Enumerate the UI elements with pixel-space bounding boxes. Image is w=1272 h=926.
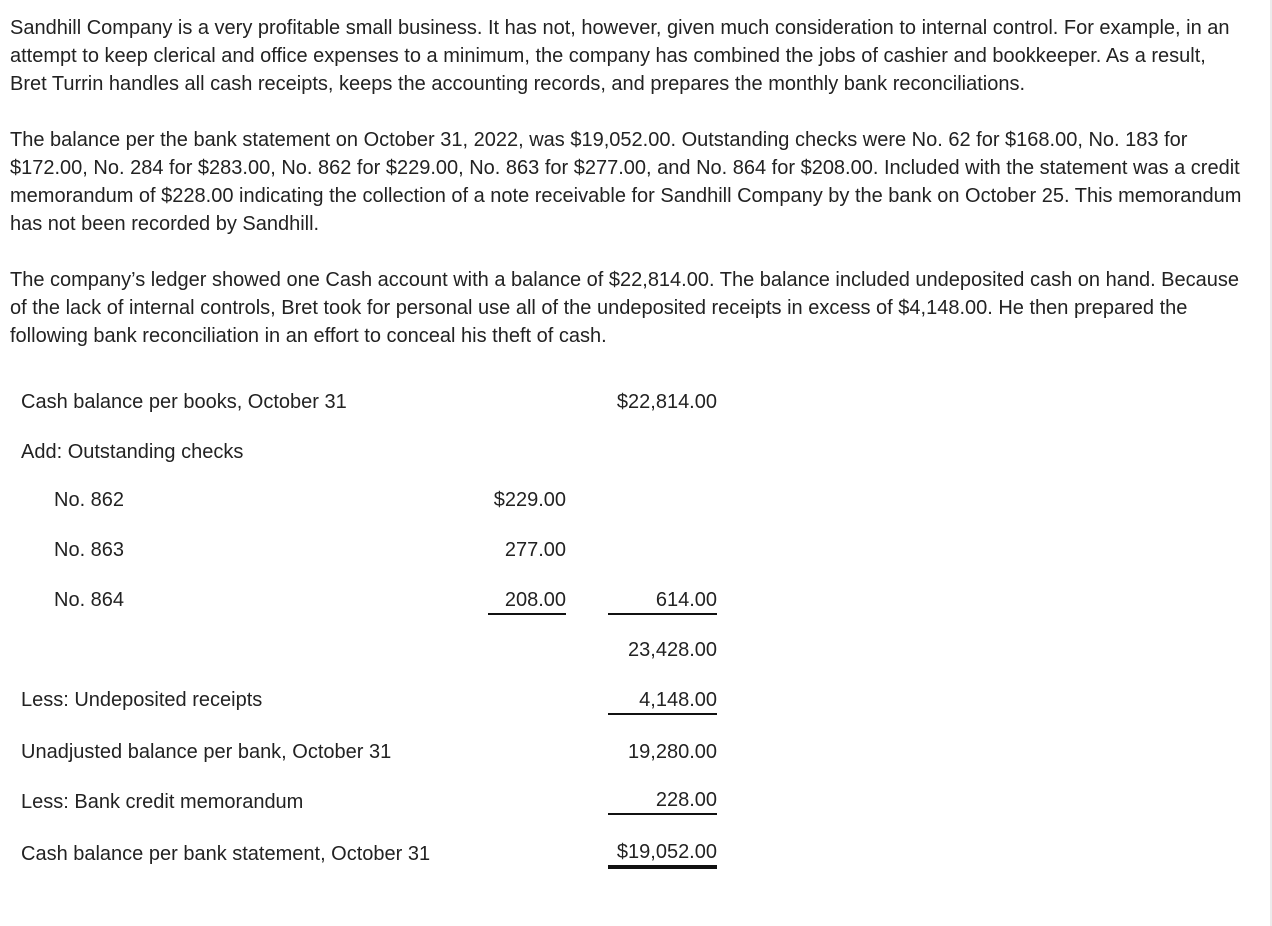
problem-paragraph-2: The balance per the bank statement on October 31, 2022, was $19,052.00. Outstanding checks were No. 62 for $168.00, No. 183 for $172.00, No. 284 for $283.00, No. 862 for $229.00, No. 863 for $277.00, and No. 864 for $208.00. Included with the statement was a credit memorandum of $228.00 indicating the collection of a note receivable for Sandhill Company by the bank on October 25. This memorandum has not been recorded by Sandhill. (10, 129, 1242, 235)
add-outstanding-checks-label: Add: Outstanding checks (21, 441, 244, 463)
final-double-underline (608, 865, 717, 869)
check-864-underline (488, 613, 566, 615)
cash-books-value: $22,814.00 (616, 391, 717, 413)
bank-credit-memo-label: Less: Bank credit memorandum (21, 791, 304, 813)
check-862-value: $229.00 (493, 489, 566, 511)
problem-paragraph-1: Sandhill Company is a very profitable small business. It has not, however, given much consideration to internal control. For example, in an attempt to keep clerical and office expenses to a minimum, the company has combined the jobs of cashier and bookkeeper. As a result, Bret Turrin handles all cash receipts, keeps the accounting records, and prepares the monthly bank reconciliations. (10, 17, 1230, 95)
undeposited-receipts-value: 4,148.00 (639, 689, 717, 711)
check-863-label: No. 863 (54, 539, 125, 561)
check-864-label: No. 864 (54, 589, 125, 611)
cash-books-label: Cash balance per books, October 31 (21, 391, 347, 413)
problem-paragraph-3: The company’s ledger showed one Cash account with a balance of $22,814.00. The balance included undeposited cash on hand. Because of the lack of internal controls, Bret took for personal use all of the undeposited receipts in excess of $4,148.00. He then prepared the following bank reconciliation in an effort to conceal his theft of cash. (10, 269, 1240, 347)
unadjusted-balance-value: 19,280.00 (628, 741, 717, 763)
bank-statement-balance-value: $19,052.00 (616, 841, 717, 863)
memo-underline (608, 813, 717, 815)
checks-total-value: 614.00 (655, 589, 717, 611)
subtotal-value: 23,428.00 (628, 639, 717, 661)
undeposited-receipts-label: Less: Undeposited receipts (21, 689, 263, 711)
check-863-value: 277.00 (504, 539, 566, 561)
check-864-value: 208.00 (504, 589, 566, 611)
bank-statement-balance-label: Cash balance per bank statement, October 31 (21, 843, 431, 865)
unadjusted-balance-label: Unadjusted balance per bank, October 31 (21, 741, 392, 763)
checks-total-underline (608, 613, 717, 615)
check-862-label: No. 862 (54, 489, 125, 511)
bank-credit-memo-value: 228.00 (655, 789, 717, 811)
undeposited-underline (608, 713, 717, 715)
